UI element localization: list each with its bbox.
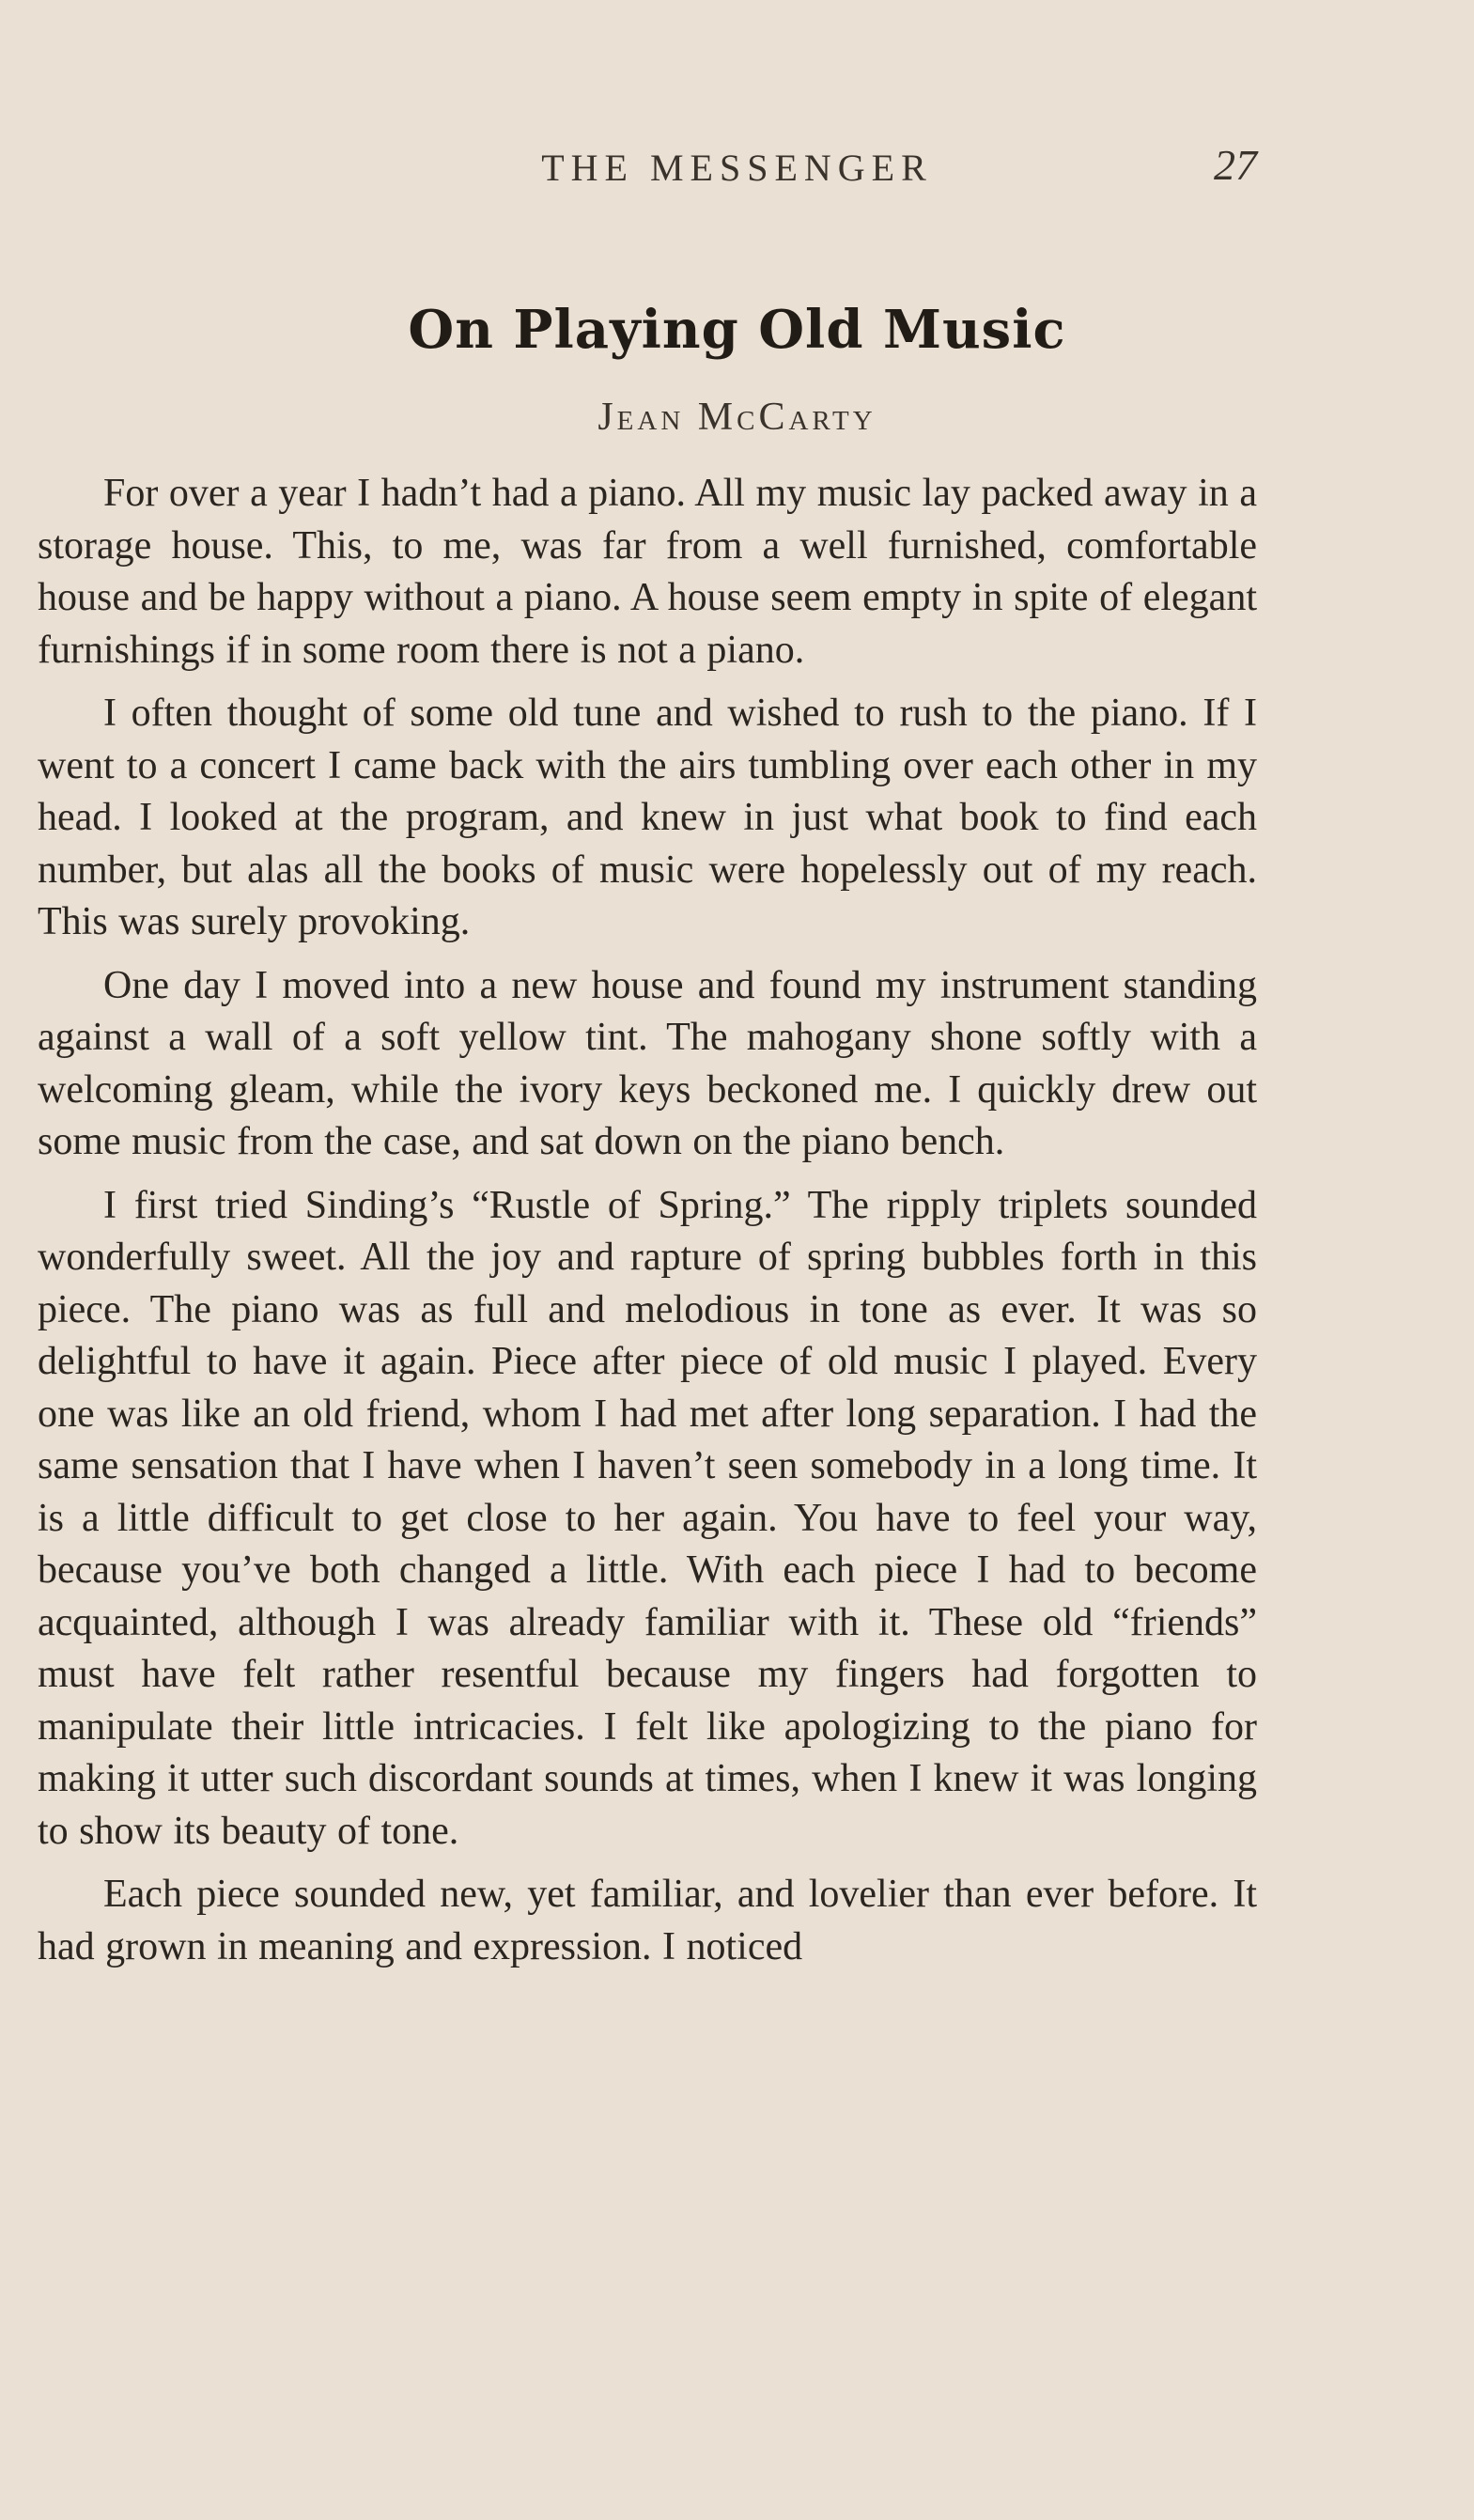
paragraph: I often thought of some old tune and wished to rush to the piano. If I went to a concert I came back with the airs tumbling over each other in my head. I looked at the program, and knew in just what book to find each number, but alas all the books of music were hopelessly out of my reach. This was surely provoking. — [38, 692, 1257, 943]
article-author: Jean McCarty — [597, 396, 877, 439]
page-number: 27 — [1214, 141, 1257, 189]
paragraph: For over a year I hadn’t had a piano. All my music lay packed away in a storage house. This, to me, was far from a well furnished, comfortable house and be happy without a piano. A house seem empty in spite of elegant furnishings if in some room there is not a piano. — [38, 472, 1257, 672]
article-body — [38, 468, 1257, 1984]
paragraph: Each piece sounded new, yet familiar, and lovelier than ever before. It had grown in meaning and expression. I noticed — [38, 1873, 1257, 1968]
journal-name: THE MESSENGER — [541, 147, 933, 189]
paragraph: One day I moved into a new house and found my instrument standing against a wall of a soft yellow tint. The mahogany shone softly with a welcoming gleam, while the ivory keys beckoned me. I quickly drew out some music from the case, and sat down on the piano bench. — [38, 963, 1257, 1163]
paragraph: I first tried Sinding’s “Rustle of Spring.” The ripply triplets sounded wonderfully sweet. All the joy and rapture of spring bubbles forth in this piece. The piano was as full and melodious in tone as ever. It was so delightful to have it again. Piece after piece of old music I played. Every one was like an old friend, whom I had met after long separation. I had the same sensation that I have when I haven’t seen somebody in a long time. It is a little difficult to get close to her again. You have to feel your way, because you’ve both changed a little. With each piece I had to become acquainted, although I was already familiar with it. These old “friends” must have felt rather resentful because my fingers had forgotten to manipulate their little intricacies. I felt like apologizing to the piano for making it utter such discordant sounds at times, when I knew it was longing to show its beauty of tone. — [38, 1183, 1257, 1853]
running-head — [0, 141, 1474, 202]
article-title: On Playing Old Music — [408, 299, 1066, 361]
